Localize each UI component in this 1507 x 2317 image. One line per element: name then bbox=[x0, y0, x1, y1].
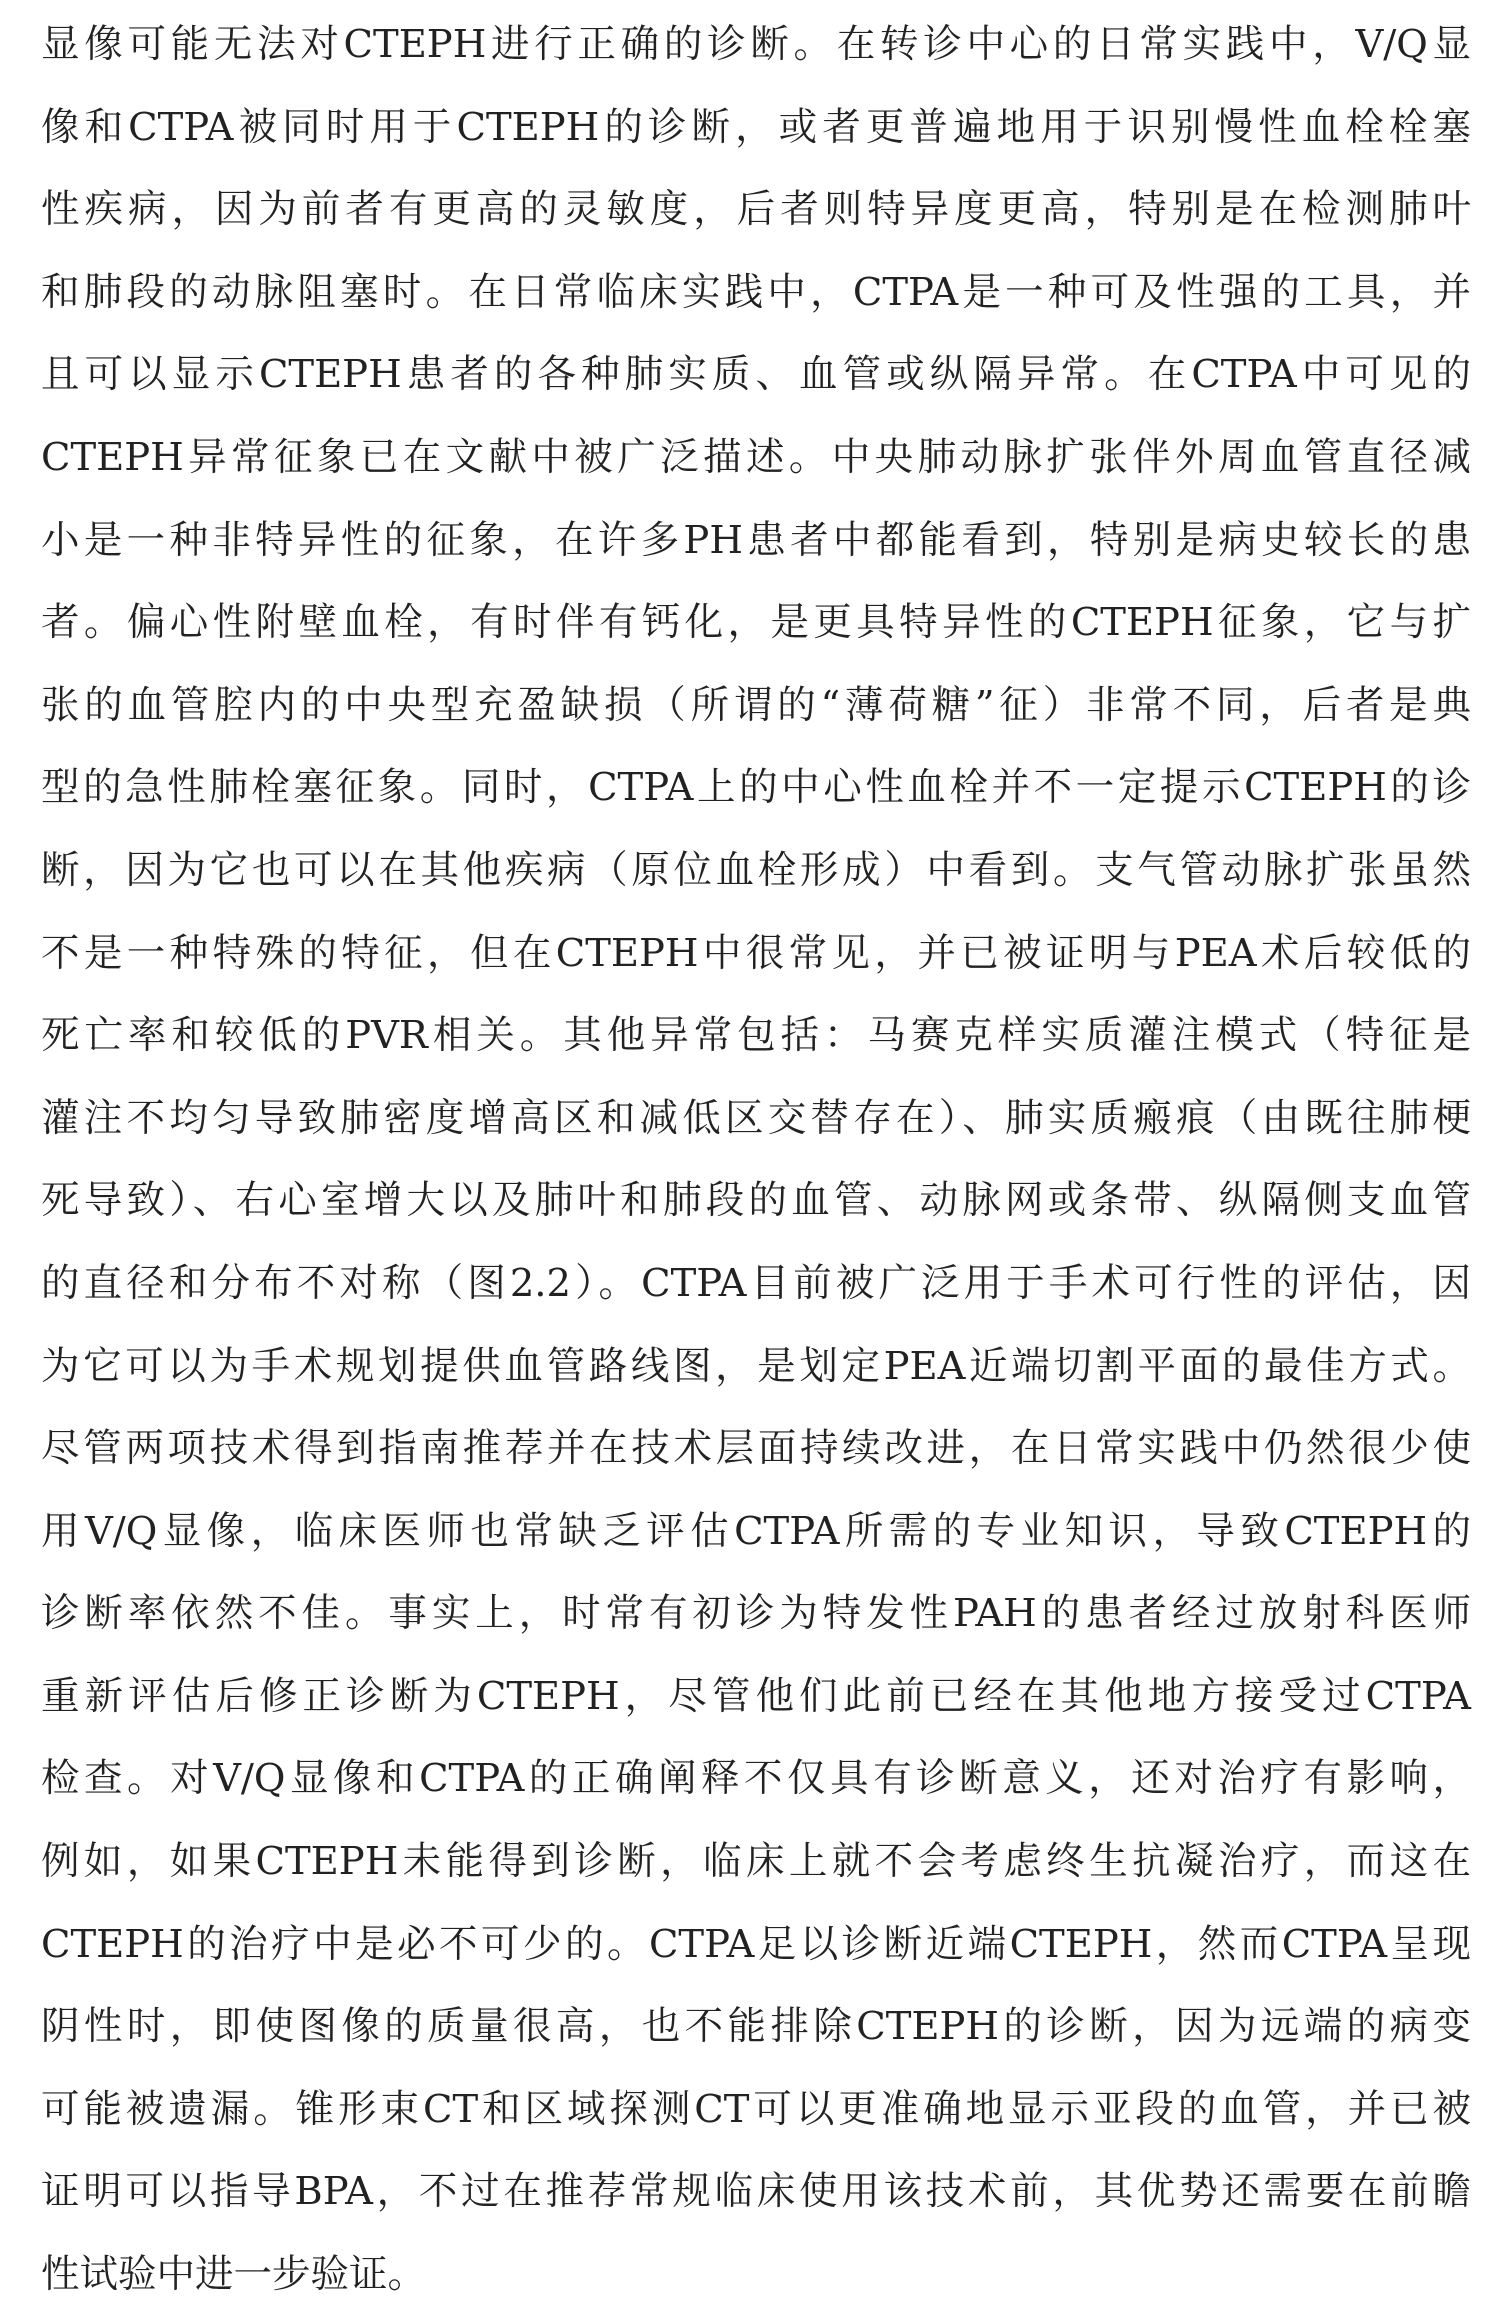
text-line-5: 且可以显示CTEPH患者的各种肺实质、血管或纵隔异常。在CTPA中可见的 bbox=[41, 352, 1471, 398]
text-line-13: 死亡率和较低的PVR相关。其他异常包括：马赛克样实质灌注模式（特征是 bbox=[41, 1013, 1471, 1059]
text-line-27: 证明可以指导BPA，不过在推荐常规临床使用该技术前，其优势还需要在前瞻 bbox=[41, 2169, 1471, 2215]
text-line-7: 小是一种非特异性的征象，在许多PH患者中都能看到，特别是病史较长的患 bbox=[41, 517, 1471, 563]
text-line-28: 性试验中进一步验证。 bbox=[41, 2252, 427, 2298]
text-line-22: 检查。对V/Q显像和CTPA的正确阐释不仅具有诊断意义，还对治疗有影响， bbox=[41, 1756, 1471, 1802]
text-line-4: 和肺段的动脉阻塞时。在日常临床实践中，CTPA是一种可及性强的工具，并 bbox=[41, 269, 1471, 315]
text-line-20: 诊断率依然不佳。事实上，时常有初诊为特发性PAH的患者经过放射科医师 bbox=[41, 1591, 1471, 1637]
text-line-19: 用V/Q显像，临床医师也常缺乏评估CTPA所需的专业知识，导致CTEPH的 bbox=[41, 1508, 1471, 1554]
text-line-16: 的直径和分布不对称（图2.2）。CTPA目前被广泛用于手术可行性的评估，因 bbox=[41, 1260, 1471, 1306]
text-line-1: 显像可能无法对CTEPH进行正确的诊断。在转诊中心的日常实践中，V/Q显 bbox=[41, 22, 1471, 67]
text-line-24: CTEPH的治疗中是必不可少的。CTPA足以诊断近端CTEPH，然而CTPA呈现 bbox=[41, 1921, 1471, 1967]
text-line-12: 不是一种特殊的特征，但在CTEPH中很常见，并已被证明与PEA术后较低的 bbox=[41, 930, 1471, 976]
text-line-14: 灌注不均匀导致肺密度增高区和减低区交替存在）、肺实质瘢痕（由既往肺梗 bbox=[41, 1095, 1471, 1141]
text-line-11: 断，因为它也可以在其他疾病（原位血栓形成）中看到。支气管动脉扩张虽然 bbox=[41, 847, 1471, 893]
text-line-23: 例如，如果CTEPH未能得到诊断，临床上就不会考虑终生抗凝治疗，而这在 bbox=[41, 1839, 1471, 1885]
text-line-18: 尽管两项技术得到指南推荐并在技术层面持续改进，在日常实践中仍然很少使 bbox=[41, 1426, 1471, 1472]
text-line-26: 可能被遗漏。锥形束CT和区域探测CT可以更准确地显示亚段的血管，并已被 bbox=[41, 2086, 1471, 2132]
text-line-3: 性疾病，因为前者有更高的灵敏度，后者则特异度更高，特别是在检测肺叶 bbox=[41, 187, 1471, 233]
document-page bbox=[41, 4, 1471, 2317]
text-line-21: 重新评估后修正诊断为CTEPH，尽管他们此前已经在其他地方接受过CTPA bbox=[41, 1673, 1471, 1719]
text-line-2: 像和CTPA被同时用于CTEPH的诊断，或者更普遍地用于识别慢性血栓栓塞 bbox=[41, 104, 1471, 150]
text-line-25: 阴性时，即使图像的质量很高，也不能排除CTEPH的诊断，因为远端的病变 bbox=[41, 2004, 1471, 2050]
text-line-10: 型的急性肺栓塞征象。同时，CTPA上的中心性血栓并不一定提示CTEPH的诊 bbox=[41, 765, 1471, 811]
text-line-17: 为它可以为手术规划提供血管路线图，是划定PEA近端切割平面的最佳方式。 bbox=[41, 1343, 1471, 1389]
text-line-6: CTEPH异常征象已在文献中被广泛描述。中央肺动脉扩张伴外周血管直径减 bbox=[41, 434, 1471, 480]
text-line-9: 张的血管腔内的中央型充盈缺损（所谓的“薄荷糖”征）非常不同，后者是典 bbox=[41, 682, 1471, 728]
text-line-8: 者。偏心性附壁血栓，有时伴有钙化，是更具特异性的CTEPH征象，它与扩 bbox=[41, 600, 1471, 646]
text-line-15: 死导致）、右心室增大以及肺叶和肺段的血管、动脉网或条带、纵隔侧支血管 bbox=[41, 1178, 1471, 1224]
